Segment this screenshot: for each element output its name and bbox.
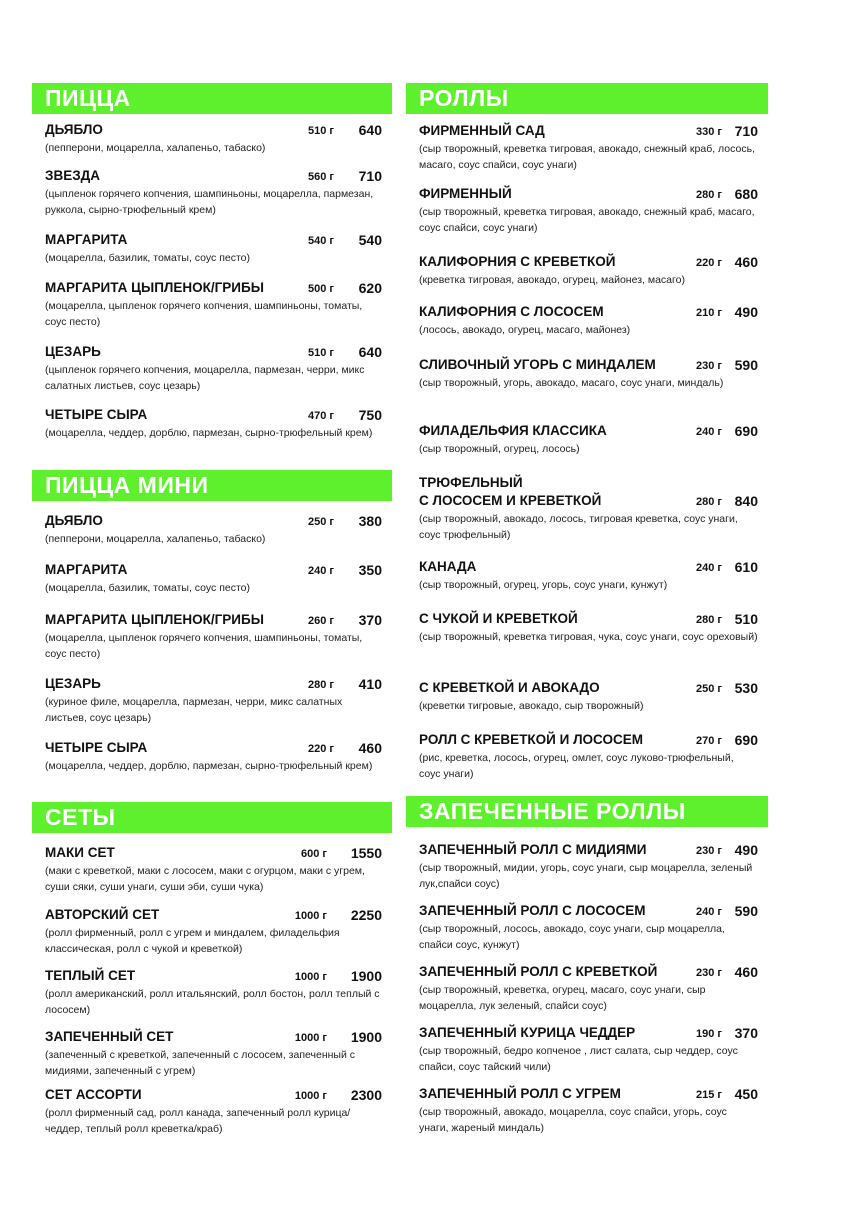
item-price: 2250	[350, 907, 382, 923]
item-price: 640	[358, 344, 382, 360]
section-pizza-mini	[32, 470, 392, 772]
item-description: (цыпленок горячего копчения, моцарелла, пармезан, черри, микс салатных листьев, соус цезарь)	[45, 364, 365, 392]
item-weight: 510 г	[308, 347, 334, 359]
item-price: 370	[734, 1025, 758, 1041]
item-name: РОЛЛ С КРЕВЕТКОЙ И ЛОСОСЕМ	[419, 732, 643, 747]
item-name: ТЕПЛЫЙ СЕТ	[45, 968, 136, 983]
menu-item	[406, 679, 768, 715]
item-description: (рис, креветка, лосось, огурец, омлет, соус луково-трюфельный, соус унаги)	[419, 752, 734, 780]
item-weight: 210 г	[696, 307, 722, 319]
item-price: 640	[358, 122, 382, 138]
menu-item	[32, 844, 392, 895]
item-description: (моцарелла, чеддер, дорблю, пармезан, сырно-трюфельный крем)	[45, 427, 373, 439]
menu-item	[32, 906, 392, 957]
item-description: (сыр творожный, огурец, угорь, соус унаги, кунжут)	[419, 579, 668, 591]
item-name: МАРГАРИТА	[45, 562, 128, 577]
section-sets	[32, 802, 392, 1135]
item-description: (пепперони, моцарелла, халапеньо, табаско)	[45, 142, 266, 154]
item-price: 620	[358, 280, 382, 296]
item-price: 370	[358, 612, 382, 628]
item-name: ЗАПЕЧЕННЫЙ КУРИЦА ЧЕДДЕР	[419, 1025, 636, 1040]
item-description: (моцарелла, цыпленок горячего копчения, шампиньоны, томаты, соус песто)	[45, 632, 363, 660]
section-baked-rolls	[406, 796, 768, 1134]
item-description: (креветки тигровые, авокадо, сыр творожный)	[419, 700, 644, 712]
item-price: 460	[734, 964, 758, 980]
menu-item	[32, 1086, 392, 1137]
item-weight: 330 г	[696, 126, 722, 138]
item-price: 460	[358, 740, 382, 756]
item-description: (моцарелла, чеддер, дорблю, пармезан, сырно-трюфельный крем)	[45, 760, 373, 772]
item-price: 410	[358, 676, 382, 692]
item-name: ЗАПЕЧЕННЫЙ РОЛЛ С МИДИЯМИ	[419, 842, 647, 857]
menu-item	[32, 406, 392, 442]
menu-item	[32, 967, 392, 1018]
item-weight: 280 г	[696, 496, 722, 508]
item-price: 610	[734, 559, 758, 575]
menu-item	[32, 121, 392, 157]
item-name: ЗАПЕЧЕННЫЙ РОЛЛ С УГРЕМ	[419, 1086, 621, 1101]
section-title: ПИЦЦА	[32, 83, 392, 114]
item-description: (сыр творожный, авокадо, лосось, тигровая креветка, соус унаги, соус трюфельный)	[419, 513, 738, 541]
section-rolls	[406, 83, 768, 780]
item-name: СЛИВОЧНЫЙ УГОРЬ С МИНДАЛЕМ	[419, 357, 656, 372]
menu-item	[406, 841, 768, 892]
item-price: 460	[734, 254, 758, 270]
item-price: 590	[734, 357, 758, 373]
item-name: ЗАПЕЧЕННЫЙ РОЛЛ С КРЕВЕТКОЙ	[419, 964, 658, 979]
section-title: ПИЦЦА МИНИ	[32, 470, 392, 501]
menu-item	[406, 558, 768, 594]
item-name: СЕТ АССОРТИ	[45, 1087, 142, 1102]
item-name: АВТОРСКИЙ СЕТ	[45, 907, 160, 922]
item-name: ЦЕЗАРЬ	[45, 344, 101, 359]
item-weight: 250 г	[696, 683, 722, 695]
item-description: (запеченный с креветкой, запеченный с лососем, запеченный с мидиями, запеченный с угрем)	[45, 1049, 356, 1077]
item-weight: 240 г	[308, 565, 334, 577]
menu-item	[406, 303, 768, 339]
item-weight: 250 г	[308, 516, 334, 528]
item-weight: 230 г	[696, 845, 722, 857]
item-name: КАЛИФОРНИЯ С КРЕВЕТКОЙ	[419, 254, 616, 269]
item-name: ТРЮФЕЛЬНЫЙ С ЛОСОСЕМ И КРЕВЕТКОЙ	[419, 475, 602, 508]
item-weight: 240 г	[696, 426, 722, 438]
item-weight: 560 г	[308, 171, 334, 183]
item-weight: 190 г	[696, 1028, 722, 1040]
item-description: (сыр творожный, креветка тигровая, авокадо, снежный краб, масаго, соус спайси, соус унаги)	[419, 206, 755, 234]
menu-item	[32, 561, 392, 597]
item-price: 510	[734, 611, 758, 627]
item-name: ЗАПЕЧЕННЫЙ РОЛЛ С ЛОСОСЕМ	[419, 903, 646, 918]
item-weight: 510 г	[308, 125, 334, 137]
item-weight: 240 г	[696, 562, 722, 574]
item-weight: 600 г	[301, 848, 327, 860]
menu-item	[406, 253, 768, 289]
menu-item	[32, 167, 392, 218]
menu-item	[406, 356, 768, 392]
item-weight: 230 г	[696, 967, 722, 979]
item-weight: 470 г	[308, 410, 334, 422]
menu-item	[32, 279, 392, 330]
item-price: 750	[358, 407, 382, 423]
item-name: ЗВЕЗДА	[45, 168, 101, 183]
item-weight: 1000 г	[294, 1032, 327, 1044]
menu-item	[32, 739, 392, 775]
item-weight: 280 г	[308, 679, 334, 691]
item-description: (ролл фирменный, ролл с угрем и миндалем, филадельфия классическая, ролл с чукой и креветкой)	[45, 927, 340, 955]
section-title: ЗАПЕЧЕННЫЕ РОЛЛЫ	[406, 796, 768, 827]
item-name: ДЬЯБЛО	[45, 513, 103, 528]
item-description: (сыр творожный, креветка тигровая, авокадо, снежный краб, лосось, масаго, соус спайси, соус унаги)	[419, 143, 755, 171]
item-name: ФИРМЕННЫЙ САД	[419, 123, 545, 138]
item-name: С КРЕВЕТКОЙ И АВОКАДО	[419, 680, 600, 695]
item-weight: 1000 г	[294, 971, 327, 983]
item-description: (пепперони, моцарелла, халапеньо, табаско)	[45, 533, 266, 545]
menu-item	[406, 1085, 768, 1136]
item-description: (маки с креветкой, маки с лососем, маки с огурцом, маки с угрем, суши сяки, суши унаги, суши эби, суши чука)	[45, 865, 365, 893]
section-pizza	[32, 83, 392, 439]
menu-item	[32, 675, 392, 726]
item-price: 590	[734, 903, 758, 919]
item-price: 450	[734, 1086, 758, 1102]
item-name: ФИЛАДЕЛЬФИЯ КЛАССИКА	[419, 423, 607, 438]
item-price: 2300	[350, 1087, 382, 1103]
menu-item	[32, 231, 392, 267]
item-weight: 230 г	[696, 360, 722, 372]
menu-item	[32, 343, 392, 394]
menu-item	[406, 1024, 768, 1075]
item-weight: 260 г	[308, 615, 334, 627]
item-name: КАНАДА	[419, 559, 477, 574]
item-weight: 220 г	[696, 257, 722, 269]
item-weight: 215 г	[696, 1089, 722, 1101]
item-weight: 280 г	[696, 614, 722, 626]
item-weight: 240 г	[696, 906, 722, 918]
item-weight: 270 г	[696, 735, 722, 747]
menu-item	[406, 963, 768, 1014]
item-description: (сыр творожный, креветка, огурец, масаго, соус унаги, сыр моцарелла, лук зеленый, спайси соус)	[419, 984, 706, 1012]
item-weight: 1000 г	[294, 910, 327, 922]
item-description: (моцарелла, базилик, томаты, соус песто)	[45, 582, 251, 594]
item-weight: 540 г	[308, 235, 334, 247]
item-name: ЧЕТЫРЕ СЫРА	[45, 407, 148, 422]
item-weight: 280 г	[696, 189, 722, 201]
menu-item	[32, 611, 392, 662]
item-price: 690	[734, 732, 758, 748]
item-name: КАЛИФОРНИЯ С ЛОСОСЕМ	[419, 304, 604, 319]
menu-item	[406, 610, 768, 646]
menu-item	[406, 185, 768, 236]
item-description: (сыр творожный, бедро копченое , лист салата, сыр чеддер, соус спайси, соус тайский чили)	[419, 1045, 738, 1073]
item-price: 490	[734, 304, 758, 320]
menu-item	[406, 731, 768, 782]
item-description: (ролл фирменный сад, ролл канада, запеченный ролл курица/чеддер, теплый ролл креветка/краб)	[45, 1107, 351, 1135]
item-description: (сыр творожный, авокадо, моцарелла, соус спайси, угорь, соус унаги, жареный миндаль)	[419, 1106, 727, 1134]
item-description: (креветка тигровая, авокадо, огурец, майонез, масаго)	[419, 274, 685, 286]
item-price: 530	[734, 680, 758, 696]
item-name: МАКИ СЕТ	[45, 845, 115, 860]
item-price: 350	[358, 562, 382, 578]
item-price: 710	[734, 123, 758, 139]
item-price: 1550	[350, 845, 382, 861]
item-description: (лосось, авокадо, огурец, масаго, майонез)	[419, 324, 631, 336]
item-price: 710	[358, 168, 382, 184]
item-price: 680	[734, 186, 758, 202]
item-price: 540	[358, 232, 382, 248]
item-description: (сыр творожный, мидии, угорь, соус унаги, сыр моцарелла, зеленый лук,спайси соус)	[419, 862, 753, 890]
item-name: МАРГАРИТА	[45, 232, 128, 247]
item-weight: 500 г	[308, 283, 334, 295]
item-price: 490	[734, 842, 758, 858]
item-description: (ролл американский, ролл итальянский, ролл бостон, ролл теплый с лососем)	[45, 988, 380, 1016]
menu-item	[406, 122, 768, 173]
item-description: (моцарелла, базилик, томаты, соус песто)	[45, 252, 251, 264]
section-title: СЕТЫ	[32, 802, 392, 833]
item-price: 1900	[350, 968, 382, 984]
item-description: (сыр творожный, угорь, авокадо, масаго, соус унаги, миндаль)	[419, 377, 724, 389]
item-description: (куриное филе, моцарелла, пармезан, черри, микс салатных листьев, соус цезарь)	[45, 696, 343, 724]
menu-item	[32, 512, 392, 548]
item-price: 690	[734, 423, 758, 439]
item-weight: 1000 г	[294, 1090, 327, 1102]
item-name: С ЧУКОЙ И КРЕВЕТКОЙ	[419, 611, 578, 626]
item-weight: 220 г	[308, 743, 334, 755]
item-name: ФИРМЕННЫЙ	[419, 186, 512, 201]
menu-item	[406, 474, 768, 543]
item-name: ЧЕТЫРЕ СЫРА	[45, 740, 148, 755]
item-name: ЦЕЗАРЬ	[45, 676, 101, 691]
item-description: (сыр творожный, лосось, авокадо, соус унаги, сыр моцарелла, спайси соус, кунжут)	[419, 923, 725, 951]
item-price: 840	[734, 493, 758, 509]
item-description: (цыпленок горячего копчения, шампиньоны, моцарелла, пармезан, руккола, сырно-трюфельный крем)	[45, 188, 374, 216]
item-price: 380	[358, 513, 382, 529]
item-description: (сыр творожный, креветка тигровая, чука, соус унаги, соус ореховый)	[419, 631, 758, 643]
menu-item	[32, 1028, 392, 1079]
menu-item	[406, 902, 768, 953]
item-description: (моцарелла, цыпленок горячего копчения, шампиньоны, томаты, соус песто)	[45, 300, 363, 328]
menu-item	[406, 422, 768, 458]
item-name: МАРГАРИТА ЦЫПЛЕНОК/ГРИБЫ	[45, 280, 264, 295]
item-name: ЗАПЕЧЕННЫЙ СЕТ	[45, 1029, 174, 1044]
item-name: МАРГАРИТА ЦЫПЛЕНОК/ГРИБЫ	[45, 612, 264, 627]
item-price: 1900	[350, 1029, 382, 1045]
item-description: (сыр творожный, огурец, лосось)	[419, 443, 580, 455]
item-name: ДЬЯБЛО	[45, 122, 103, 137]
section-title: РОЛЛЫ	[406, 83, 768, 114]
